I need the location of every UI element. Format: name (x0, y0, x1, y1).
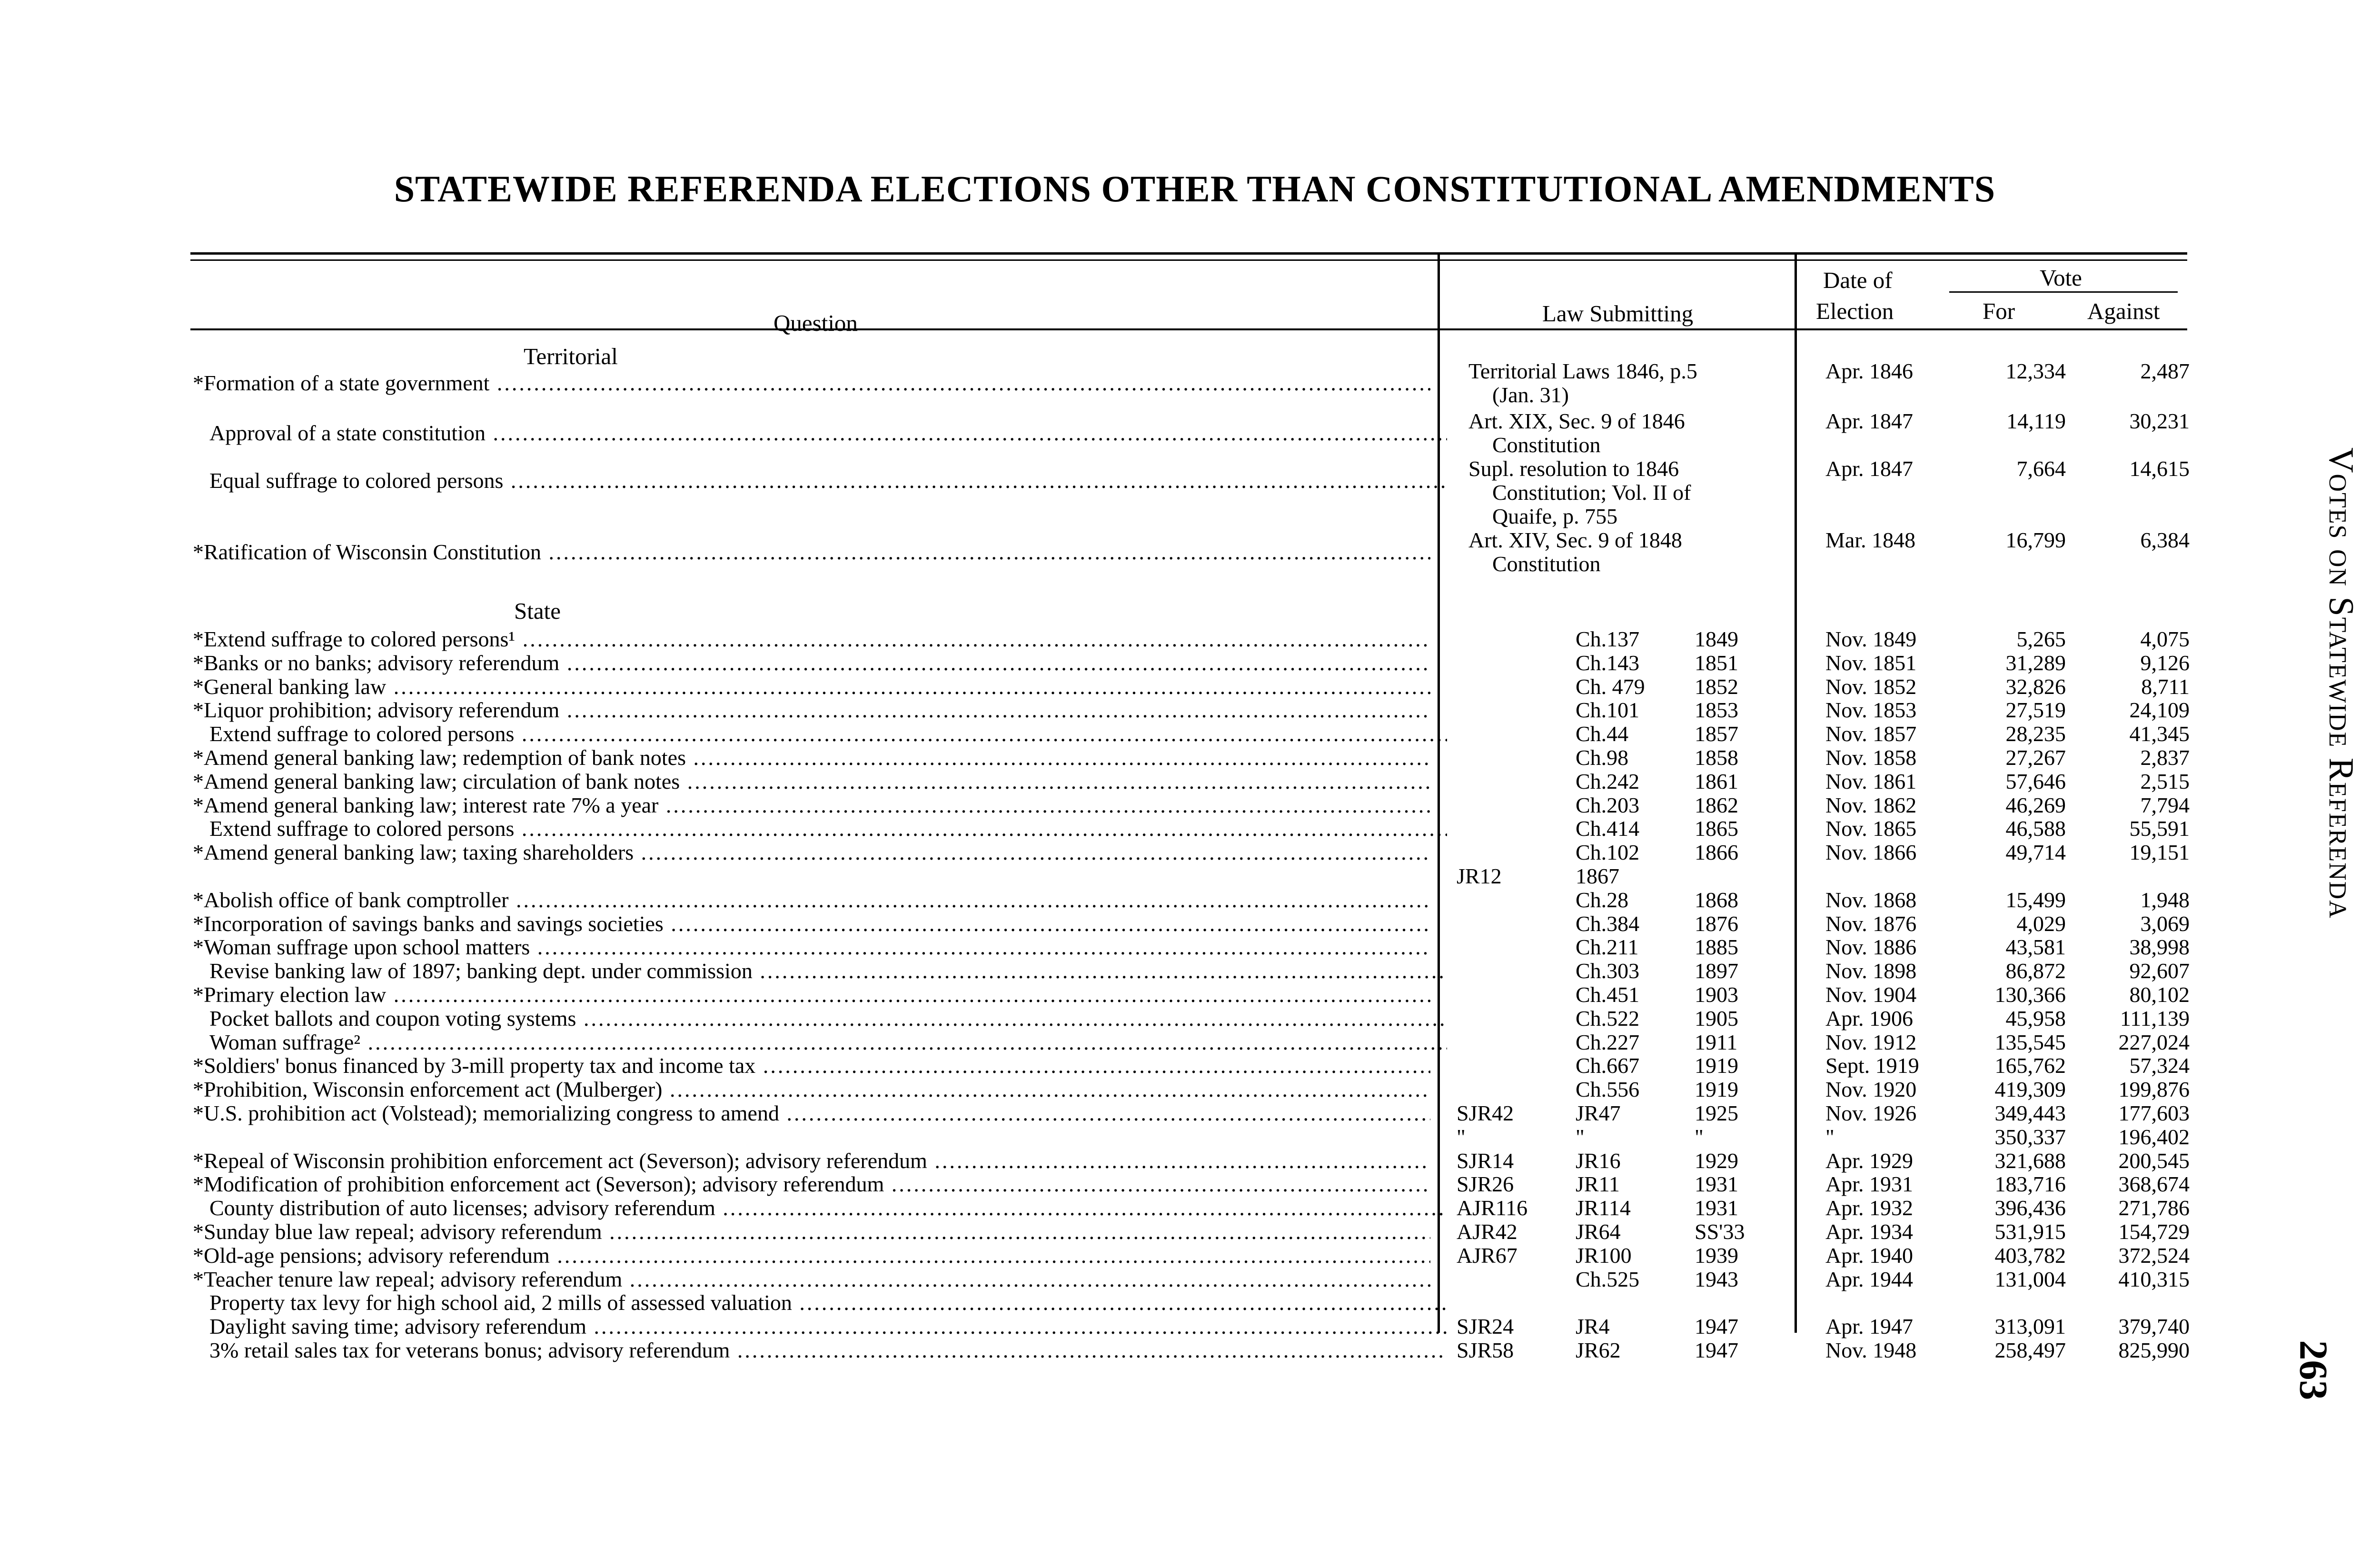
question-cell: *Banks or no banks; advisory referendum ..... (193, 651, 1430, 675)
date-cell: Nov. 1886 (1825, 935, 1917, 959)
for-cell: 28,235 (2005, 722, 2066, 746)
date-cell: Apr. 1947 (1825, 1314, 1913, 1338)
for-cell: 4,029 (2016, 912, 2066, 936)
chapter-cell: JR11 (1576, 1172, 1620, 1196)
against-cell: 92,607 (2129, 959, 2190, 983)
question-cell: *Formation of a state government ..... (193, 371, 1430, 395)
against-cell: 24,109 (2129, 698, 2190, 722)
header-election: Election (1816, 298, 1894, 324)
against-cell: 196,402 (2118, 1125, 2190, 1149)
against-cell: 1,948 (2140, 888, 2190, 912)
for-cell: 131,004 (1994, 1267, 2066, 1291)
against-cell: 9,126 (2140, 651, 2190, 675)
resolution-cell: AJR67 (1457, 1243, 1517, 1268)
chapter-cell: Ch.451 (1576, 982, 1640, 1007)
year-cell: 1849 (1695, 627, 1738, 651)
table-row (0, 1338, 2380, 1362)
header-date-of: Date of (1823, 267, 1893, 293)
against-cell: 2,515 (2140, 769, 2190, 793)
chapter-cell: Ch.211 (1576, 935, 1639, 959)
for-cell: 15,499 (2005, 888, 2066, 912)
against-cell: 41,345 (2129, 722, 2190, 746)
for-cell: 321,688 (1994, 1149, 2066, 1173)
year-cell: 1876 (1695, 912, 1738, 936)
chapter-cell: Ch.556 (1576, 1077, 1640, 1101)
question-cell: Pocket ballots and coupon voting systems ..... (209, 1007, 1447, 1031)
table-row (0, 817, 2380, 841)
table-row (0, 1220, 2380, 1244)
table-row (0, 1172, 2380, 1196)
table-row (0, 1078, 2380, 1101)
against-cell: 38,998 (2129, 935, 2190, 959)
law-cell: Art. XIV, Sec. 9 of 1848 Constitution (1468, 528, 1682, 576)
table-row (0, 864, 2380, 888)
for-cell: 531,915 (1994, 1219, 2066, 1244)
date-cell: Mar. 1848 (1825, 528, 1916, 552)
year-cell: 1929 (1695, 1149, 1738, 1173)
date-cell: Nov. 1862 (1825, 793, 1917, 817)
against-cell: 57,324 (2129, 1053, 2190, 1078)
chapter-cell: JR100 (1576, 1243, 1632, 1268)
year-cell: 1857 (1695, 722, 1738, 746)
date-cell: Nov. 1876 (1825, 912, 1917, 936)
year-cell: 1939 (1695, 1243, 1738, 1268)
year-cell: 1947 (1695, 1338, 1738, 1362)
chapter-cell: JR62 (1576, 1338, 1621, 1362)
question-cell: *General banking law ..... (193, 675, 1430, 699)
year-cell: 1852 (1695, 674, 1738, 699)
against-cell: 4,075 (2140, 627, 2190, 651)
chapter-cell: Ch.525 (1576, 1267, 1640, 1291)
against-cell: 2,837 (2140, 745, 2190, 770)
year-cell: SS'33 (1695, 1219, 1745, 1244)
date-cell: Nov. 1852 (1825, 674, 1917, 699)
table-row (0, 1125, 2380, 1149)
against-cell: 55,591 (2129, 816, 2190, 841)
question-cell: 3% retail sales tax for veterans bonus; advisory referendum ..... (209, 1338, 1447, 1362)
question-cell: *Sunday blue law repeal; advisory referendum ..... (193, 1220, 1430, 1244)
year-cell: 1911 (1695, 1030, 1738, 1054)
year-cell: 1925 (1695, 1101, 1738, 1125)
table-row (0, 698, 2380, 722)
question-cell: Woman suffrage² ..... (209, 1031, 1447, 1054)
table-row (0, 1149, 2380, 1173)
date-cell: " (1825, 1125, 1835, 1149)
table-row (0, 912, 2380, 936)
question-cell: *Incorporation of savings banks and savings societies ..... (193, 912, 1430, 936)
against-cell: 227,024 (2118, 1030, 2190, 1054)
year-cell: 1858 (1695, 745, 1738, 770)
header-against: Against (2087, 298, 2160, 324)
for-cell: 135,545 (1994, 1030, 2066, 1054)
table-row (0, 770, 2380, 793)
year-cell: " (1695, 1125, 1704, 1149)
against-cell: 379,740 (2118, 1314, 2190, 1338)
for-cell: 46,269 (2005, 793, 2066, 817)
for-cell: 16,799 (2005, 528, 2066, 552)
table-row (0, 935, 2380, 959)
header-question: Question (774, 310, 858, 336)
chapter-cell: Ch.98 (1576, 745, 1629, 770)
chapter-cell: Ch.143 (1576, 651, 1640, 675)
against-cell: 111,139 (2120, 1006, 2190, 1031)
question-cell: Extend suffrage to colored persons ..... (209, 817, 1447, 841)
against-cell: 825,990 (2118, 1338, 2190, 1362)
against-cell: 2,487 (2140, 359, 2190, 383)
date-cell: Apr. 1847 (1825, 456, 1913, 481)
resolution-cell: AJR42 (1457, 1219, 1517, 1244)
chapter-cell: Ch.101 (1576, 698, 1640, 722)
table-row (0, 722, 2380, 746)
question-cell: *Primary election law ..... (193, 983, 1430, 1007)
year-cell: 1851 (1695, 651, 1738, 675)
resolution-cell: SJR58 (1457, 1338, 1514, 1362)
for-cell: 32,826 (2005, 674, 2066, 699)
date-cell: Apr. 1944 (1825, 1267, 1913, 1291)
table-row (0, 409, 2380, 457)
date-cell: Apr. 1940 (1825, 1243, 1913, 1268)
table-row (0, 959, 2380, 983)
against-cell: 19,151 (2129, 840, 2190, 864)
year-cell: 1885 (1695, 935, 1738, 959)
resolution-cell: " (1457, 1125, 1466, 1149)
question-cell: Revise banking law of 1897; banking dept. under commission ..... (209, 959, 1447, 983)
table-row (0, 746, 2380, 770)
table-row (0, 675, 2380, 699)
for-cell: 86,872 (2005, 959, 2066, 983)
date-cell: Nov. 1861 (1825, 769, 1917, 793)
against-cell: 372,524 (2118, 1243, 2190, 1268)
date-cell: Nov. 1912 (1825, 1030, 1917, 1054)
question-cell: *Prohibition, Wisconsin enforcement act (Mulberger) ..... (193, 1078, 1430, 1101)
for-cell: 27,267 (2005, 745, 2066, 770)
against-cell: 368,674 (2118, 1172, 2190, 1196)
against-cell: 8,711 (2141, 674, 2190, 699)
date-cell: Nov. 1898 (1825, 959, 1917, 983)
date-cell: Apr. 1929 (1825, 1149, 1913, 1173)
for-cell: 57,646 (2005, 769, 2066, 793)
for-cell: 14,119 (2006, 409, 2066, 433)
table-row (0, 528, 2380, 576)
law-cell: Supl. resolution to 1846 Constitution; Vol. II of Quaife, p. 755 (1468, 456, 1691, 528)
year-cell: 1931 (1695, 1196, 1738, 1220)
chapter-cell: Ch.137 (1576, 627, 1640, 651)
table-row (0, 1315, 2380, 1338)
table-row (0, 1101, 2380, 1125)
against-cell: 200,545 (2118, 1149, 2190, 1173)
table-row (0, 651, 2380, 675)
question-cell: Property tax levy for high school aid, 2 mills of assessed valuation ..... (209, 1291, 1447, 1315)
for-cell: 313,091 (1994, 1314, 2066, 1338)
for-cell: 396,436 (1994, 1196, 2066, 1220)
table-row (0, 1007, 2380, 1031)
table-row (0, 1268, 2380, 1291)
chapter-cell: Ch.303 (1576, 959, 1640, 983)
table-row (0, 1054, 2380, 1078)
question-cell: County distribution of auto licenses; advisory referendum ..... (209, 1196, 1447, 1220)
for-cell: 403,782 (1994, 1243, 2066, 1268)
question-cell: *Repeal of Wisconsin prohibition enforcement act (Severson); advisory referendum ..... (193, 1149, 1430, 1173)
question-cell: *Extend suffrage to colored persons¹ ..... (193, 627, 1430, 651)
date-cell: Nov. 1866 (1825, 840, 1917, 864)
section-state: State (514, 598, 561, 624)
table-row (0, 983, 2380, 1007)
chapter-cell: JR16 (1576, 1149, 1621, 1173)
question-cell: *Modification of prohibition enforcement act (Severson); advisory referendum ..... (193, 1172, 1430, 1196)
for-cell: 31,289 (2005, 651, 2066, 675)
page-title: STATEWIDE REFERENDA ELECTIONS OTHER THAN CONSTITUTIONAL AMENDMENTS (394, 168, 1996, 209)
against-cell: 3,069 (2140, 912, 2190, 936)
table-row (0, 793, 2380, 817)
for-cell: 349,443 (1994, 1101, 2066, 1125)
date-cell: Nov. 1868 (1825, 888, 1917, 912)
header-law-submitting: Law Submitting (1542, 300, 1694, 327)
year-cell: 1919 (1695, 1077, 1738, 1101)
date-cell: Apr. 1934 (1825, 1219, 1913, 1244)
chapter-cell: JR47 (1576, 1101, 1621, 1125)
side-heading: Votes on Statewide Referenda (2321, 447, 2360, 919)
question-cell: Approval of a state constitution ..... (209, 421, 1447, 445)
for-cell: 419,309 (1994, 1077, 2066, 1101)
year-cell: 1866 (1695, 840, 1738, 864)
table-row (0, 456, 2380, 528)
resolution-cell: SJR26 (1457, 1172, 1514, 1196)
resolution-cell: AJR116 (1457, 1196, 1528, 1220)
date-cell: Apr. 1847 (1825, 409, 1913, 433)
vote-rule (1949, 291, 2178, 293)
year-cell: 1903 (1695, 982, 1738, 1007)
top-rule (190, 252, 2187, 255)
year-cell: 1865 (1695, 816, 1738, 841)
chapter-cell: Ch.44 (1576, 722, 1629, 746)
law-cell: Art. XIX, Sec. 9 of 1846 Constitution (1468, 409, 1685, 457)
for-cell: 7,664 (2016, 456, 2066, 481)
against-cell: 30,231 (2129, 409, 2190, 433)
table-row (0, 627, 2380, 651)
resolution-cell: SJR42 (1457, 1101, 1514, 1125)
table-row (0, 888, 2380, 912)
chapter-cell: " (1576, 1125, 1585, 1149)
question-cell: *Old-age pensions; advisory referendum ..... (193, 1244, 1430, 1268)
page-number: 263 (2291, 1340, 2336, 1400)
year-cell: 1861 (1695, 769, 1738, 793)
question-cell: *Soldiers' bonus financed by 3-mill property tax and income tax ..... (193, 1054, 1430, 1078)
date-cell: Nov. 1920 (1825, 1077, 1917, 1101)
year-cell: 1897 (1695, 959, 1738, 983)
date-cell: Nov. 1851 (1825, 651, 1917, 675)
law-cell: Territorial Laws 1846, p.5 (Jan. 31) (1468, 359, 1697, 407)
for-cell: 46,588 (2005, 816, 2066, 841)
date-cell: Nov. 1853 (1825, 698, 1917, 722)
against-cell: 199,876 (2118, 1077, 2190, 1101)
for-cell: 5,265 (2016, 627, 2066, 651)
question-cell: *Abolish office of bank comptroller ..... (193, 888, 1430, 912)
against-cell: 14,615 (2129, 456, 2190, 481)
year-cell: 1947 (1695, 1314, 1738, 1338)
chapter-cell: 1867 (1576, 864, 1619, 888)
against-cell: 80,102 (2129, 982, 2190, 1007)
year-cell: 1905 (1695, 1006, 1738, 1031)
chapter-cell: Ch. 479 (1576, 674, 1645, 699)
against-cell: 6,384 (2140, 528, 2190, 552)
date-cell: Nov. 1858 (1825, 745, 1917, 770)
year-cell: 1868 (1695, 888, 1738, 912)
question-cell: *Amend general banking law; circulation of bank notes ..... (193, 770, 1430, 793)
against-cell: 177,603 (2118, 1101, 2190, 1125)
table-row (0, 1031, 2380, 1054)
table-row (0, 1291, 2380, 1315)
resolution-cell: SJR24 (1457, 1314, 1514, 1338)
question-cell: *U.S. prohibition act (Volstead); memorializing congress to amend ..... (193, 1101, 1430, 1125)
question-cell: *Teacher tenure law repeal; advisory referendum ..... (193, 1268, 1430, 1291)
for-cell: 45,958 (2005, 1006, 2066, 1031)
table-row (0, 1196, 2380, 1220)
date-cell: Sept. 1919 (1825, 1053, 1919, 1078)
against-cell: 154,729 (2118, 1219, 2190, 1244)
table-row (0, 841, 2380, 864)
for-cell: 165,762 (1994, 1053, 2066, 1078)
date-cell: Nov. 1926 (1825, 1101, 1917, 1125)
for-cell: 43,581 (2005, 935, 2066, 959)
date-cell: Apr. 1932 (1825, 1196, 1913, 1220)
for-cell: 12,334 (2005, 359, 2066, 383)
for-cell: 49,714 (2005, 840, 2066, 864)
for-cell: 258,497 (1994, 1338, 2066, 1362)
question-cell: *Amend general banking law; taxing shareholders ..... (193, 841, 1430, 864)
question-cell: *Woman suffrage upon school matters ..... (193, 935, 1430, 959)
chapter-cell: JR114 (1576, 1196, 1631, 1220)
question-cell: *Liquor prohibition; advisory referendum ..... (193, 698, 1430, 722)
table-row (0, 1244, 2380, 1268)
year-cell: 1862 (1695, 793, 1738, 817)
for-cell: 183,716 (1994, 1172, 2066, 1196)
date-cell: Apr. 1906 (1825, 1006, 1913, 1031)
for-cell: 27,519 (2005, 698, 2066, 722)
table-row (0, 359, 2380, 407)
header-for: For (1983, 298, 2015, 324)
question-cell: Daylight saving time; advisory referendum ..... (209, 1315, 1447, 1338)
chapter-cell: Ch.227 (1576, 1030, 1640, 1054)
year-cell: 1943 (1695, 1267, 1738, 1291)
top-rule-2 (190, 259, 2187, 261)
date-cell: Nov. 1857 (1825, 722, 1917, 746)
question-cell: *Amend general banking law; interest rate 7% a year ..... (193, 793, 1430, 817)
chapter-cell: Ch.667 (1576, 1053, 1640, 1078)
date-cell: Nov. 1948 (1825, 1338, 1917, 1362)
for-cell: 130,366 (1994, 982, 2066, 1007)
question-cell: Equal suffrage to colored persons ..... (209, 469, 1447, 493)
chapter-cell: Ch.384 (1576, 912, 1640, 936)
question-cell: Extend suffrage to colored persons ..... (209, 722, 1447, 746)
question-cell: *Ratification of Wisconsin Constitution ..... (193, 540, 1430, 564)
date-cell: Nov. 1865 (1825, 816, 1917, 841)
header-vote: Vote (2040, 265, 2082, 291)
resolution-cell: SJR14 (1457, 1149, 1514, 1173)
date-cell: Nov. 1904 (1825, 982, 1917, 1007)
date-cell: Apr. 1846 (1825, 359, 1913, 383)
chapter-cell: Ch.203 (1576, 793, 1640, 817)
date-cell: Apr. 1931 (1825, 1172, 1913, 1196)
chapter-cell: Ch.102 (1576, 840, 1640, 864)
year-cell: 1853 (1695, 698, 1738, 722)
header-rule (190, 328, 2187, 330)
against-cell: 271,786 (2118, 1196, 2190, 1220)
date-cell: Nov. 1849 (1825, 627, 1917, 651)
year-cell: 1931 (1695, 1172, 1738, 1196)
against-cell: 410,315 (2118, 1267, 2190, 1291)
question-cell: *Amend general banking law; redemption of bank notes ..... (193, 746, 1430, 770)
section-territorial: Territorial (524, 343, 618, 369)
year-cell: 1919 (1695, 1053, 1738, 1078)
for-cell: 350,337 (1994, 1125, 2066, 1149)
chapter-cell: Ch.522 (1576, 1006, 1640, 1031)
against-cell: 7,794 (2140, 793, 2190, 817)
chapter-cell: JR64 (1576, 1219, 1621, 1244)
chapter-cell: Ch.28 (1576, 888, 1629, 912)
chapter-cell: JR4 (1576, 1314, 1610, 1338)
resolution-cell: JR12 (1457, 864, 1502, 888)
chapter-cell: Ch.242 (1576, 769, 1640, 793)
chapter-cell: Ch.414 (1576, 816, 1640, 841)
